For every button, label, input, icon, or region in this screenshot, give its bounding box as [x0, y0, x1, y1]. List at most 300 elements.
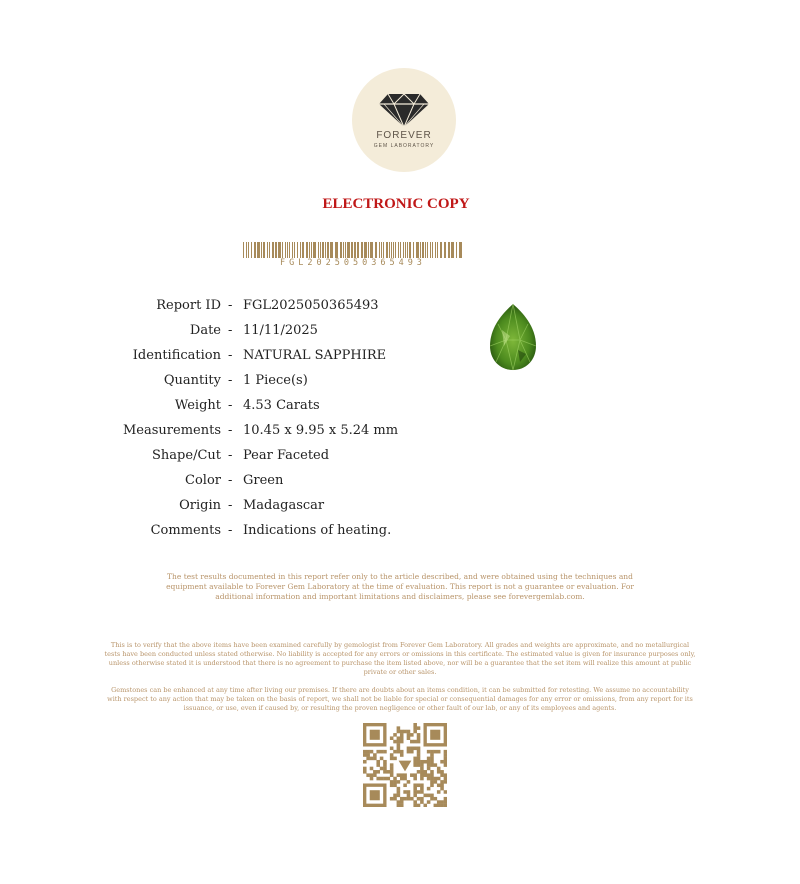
qr-module — [407, 794, 411, 798]
qr-module — [437, 767, 441, 771]
barcode-bar — [311, 242, 312, 258]
qr-module — [410, 750, 414, 754]
detail-value: NATURAL SAPPHIRE — [243, 348, 387, 363]
qr-module — [383, 763, 387, 767]
detail-separator: - — [228, 423, 233, 438]
qr-module — [407, 733, 411, 737]
qr-module — [380, 757, 384, 761]
barcode-bar — [444, 242, 446, 258]
qr-module — [393, 777, 397, 781]
qr-module — [413, 783, 417, 787]
qr-module — [383, 777, 387, 781]
detail-separator: - — [228, 348, 233, 363]
barcode-bar — [375, 242, 377, 258]
qr-module — [437, 804, 441, 807]
detail-value: 4.53 Carats — [243, 398, 320, 413]
qr-module — [413, 763, 417, 767]
barcode-bar — [330, 242, 333, 258]
qr-module — [444, 757, 447, 761]
barcode-bar — [248, 242, 249, 258]
qr-module — [420, 763, 424, 767]
detail-separator: - — [228, 498, 233, 513]
barcode-bar — [320, 242, 321, 258]
qr-module — [417, 736, 421, 740]
qr-module — [434, 777, 438, 781]
qr-module — [400, 730, 404, 734]
qr-module — [383, 767, 387, 771]
sapphire-gem-image — [488, 302, 538, 372]
qr-module — [400, 804, 404, 807]
qr-module — [427, 757, 431, 761]
qr-module — [390, 736, 394, 740]
barcode-bar — [416, 242, 419, 258]
qr-module — [423, 770, 427, 774]
qr-module — [393, 740, 397, 744]
detail-row — [0, 471, 284, 491]
qr-module — [420, 783, 424, 787]
qr-module — [393, 757, 397, 761]
barcode-bar — [420, 242, 421, 258]
qr-finder — [370, 790, 380, 800]
qr-module — [400, 736, 404, 740]
detail-separator: - — [228, 373, 233, 388]
qr-module — [413, 777, 417, 781]
barcode-bar — [409, 242, 411, 258]
barcode-bar — [430, 242, 431, 258]
qr-module — [413, 723, 417, 727]
qr-module — [413, 757, 417, 761]
qr-module — [444, 753, 447, 757]
barcode-bar — [243, 242, 244, 258]
barcode-bar — [254, 242, 256, 258]
qr-module — [370, 757, 374, 761]
barcode-bar — [400, 242, 401, 258]
qr-module — [387, 777, 391, 781]
qr-module — [390, 780, 394, 784]
document-title: ELECTRONIC COPY — [322, 196, 470, 212]
barcode-bar — [335, 242, 338, 258]
barcode-bar — [425, 242, 426, 258]
barcode-bar — [269, 242, 270, 258]
detail-value: 11/11/2025 — [243, 323, 318, 338]
qr-module — [444, 773, 447, 777]
qr-module — [403, 790, 407, 794]
qr-module — [397, 787, 401, 791]
detail-label: Shape/Cut — [152, 448, 221, 463]
qr-module — [400, 800, 404, 804]
detail-label: Identification — [132, 348, 221, 363]
barcode-bar — [368, 242, 369, 258]
detail-separator: - — [228, 523, 233, 538]
qr-module — [417, 733, 421, 737]
barcode-bar — [456, 242, 457, 258]
qr-module — [413, 804, 417, 807]
qr-module — [363, 760, 367, 764]
qr-module — [366, 750, 370, 754]
barcode-bar — [325, 242, 326, 258]
qr-module — [393, 797, 397, 801]
detail-row — [0, 396, 320, 416]
barcode-bar — [289, 242, 290, 258]
barcode-bar — [351, 242, 353, 258]
barcode-bar — [300, 242, 301, 258]
qr-module — [376, 750, 380, 754]
qr-module — [417, 797, 421, 801]
qr-module — [393, 783, 397, 787]
barcode-bar — [287, 242, 288, 258]
qr-module — [444, 800, 447, 804]
qr-module — [407, 747, 411, 751]
qr-module — [407, 750, 411, 754]
qr-module — [397, 794, 401, 798]
qr-module — [444, 763, 447, 767]
barcode-bar — [343, 242, 344, 258]
barcode-text: FGL2025050365493 — [280, 258, 426, 268]
qr-finder — [370, 730, 380, 740]
qr-module — [437, 800, 441, 804]
qr-module — [410, 797, 414, 801]
qr-module — [437, 777, 441, 781]
barcode-bar — [302, 242, 304, 258]
barcode-bar — [347, 242, 350, 258]
qr-module — [413, 773, 417, 777]
barcode-bar — [261, 242, 262, 258]
barcode-bar — [393, 242, 394, 258]
barcode-bar — [391, 242, 392, 258]
qr-module — [420, 777, 424, 781]
qr-module — [376, 770, 380, 774]
qr-module — [444, 797, 447, 801]
barcode-bar — [383, 242, 384, 258]
lab-logo — [352, 68, 456, 172]
barcode-bar — [282, 242, 283, 258]
qr-module — [444, 760, 447, 764]
detail-value: Madagascar — [243, 498, 325, 513]
barcode-bar — [275, 242, 277, 258]
qr-module — [410, 740, 414, 744]
qr-module — [407, 730, 411, 734]
qr-module — [440, 804, 444, 807]
barcode-bar — [263, 242, 265, 258]
qr-module — [430, 757, 434, 761]
barcode-bar — [437, 242, 438, 258]
barcode-bar — [272, 242, 274, 258]
qr-module — [417, 747, 421, 751]
qr-module — [440, 760, 444, 764]
qr-code — [363, 723, 447, 807]
detail-row — [0, 521, 392, 541]
qr-module — [420, 773, 424, 777]
qr-module — [390, 783, 394, 787]
qr-module — [363, 753, 367, 757]
qr-module — [430, 753, 434, 757]
barcode-bar — [432, 242, 433, 258]
detail-row — [0, 496, 325, 516]
qr-module — [427, 777, 431, 781]
qr-module — [387, 770, 391, 774]
barcode-bar — [278, 242, 281, 258]
qr-module — [390, 763, 394, 767]
qr-module — [373, 770, 377, 774]
qr-module — [380, 750, 384, 754]
qr-module — [400, 773, 404, 777]
qr-module — [430, 773, 434, 777]
qr-module — [397, 750, 401, 754]
qr-module — [434, 797, 438, 801]
qr-module — [427, 787, 431, 791]
qr-module — [390, 770, 394, 774]
barcode-bar — [246, 242, 247, 258]
qr-module — [370, 767, 374, 771]
detail-label: Report ID — [156, 298, 221, 313]
qr-module — [407, 736, 411, 740]
barcode-bar — [386, 242, 388, 258]
detail-row — [0, 421, 399, 441]
detail-separator: - — [228, 448, 233, 463]
qr-module — [373, 773, 377, 777]
barcode-bar — [297, 242, 298, 258]
qr-module — [407, 790, 411, 794]
detail-value: 1 Piece(s) — [243, 373, 308, 388]
qr-module — [427, 773, 431, 777]
detail-value: Indications of heating. — [243, 523, 392, 538]
qr-module — [410, 733, 414, 737]
qr-module — [440, 783, 444, 787]
barcode-bar — [361, 242, 363, 258]
qr-module — [444, 790, 447, 794]
qr-module — [363, 767, 367, 771]
qr-module — [397, 747, 401, 751]
barcode-bar — [313, 242, 316, 258]
qr-module — [437, 783, 441, 787]
qr-module — [413, 787, 417, 791]
qr-module — [417, 790, 421, 794]
qr-module — [390, 767, 394, 771]
qr-module — [437, 790, 441, 794]
qr-module — [397, 743, 401, 747]
qr-module — [413, 760, 417, 764]
qr-module — [430, 797, 434, 801]
barcode-bar — [459, 242, 462, 258]
qr-module — [370, 773, 374, 777]
qr-module — [440, 800, 444, 804]
qr-module — [400, 750, 404, 754]
detail-value: 10.45 x 9.95 x 5.24 mm — [243, 423, 399, 438]
qr-module — [417, 783, 421, 787]
barcode-bar — [427, 242, 428, 258]
qr-module — [420, 797, 424, 801]
barcode-bar — [381, 242, 382, 258]
qr-module — [410, 747, 414, 751]
qr-module — [420, 800, 424, 804]
barcode-bar — [257, 242, 260, 258]
detail-label: Measurements — [123, 423, 221, 438]
qr-module — [444, 780, 447, 784]
qr-module — [440, 773, 444, 777]
barcode-bar — [379, 242, 380, 258]
qr-module — [417, 804, 421, 807]
qr-module — [370, 750, 374, 754]
qr-module — [380, 777, 384, 781]
barcode-bar — [354, 242, 356, 258]
logo-brand: FOREVER — [376, 130, 432, 141]
qr-module — [434, 763, 438, 767]
qr-module — [417, 753, 421, 757]
qr-module — [430, 770, 434, 774]
qr-module — [383, 770, 387, 774]
qr-module — [444, 804, 447, 807]
qr-module — [366, 773, 370, 777]
qr-module — [440, 780, 444, 784]
detail-label: Comments — [150, 523, 221, 538]
barcode-bar — [440, 242, 442, 258]
qr-module — [363, 770, 367, 774]
qr-module — [373, 753, 377, 757]
qr-module — [420, 760, 424, 764]
qr-module — [420, 767, 424, 771]
detail-label: Weight — [174, 398, 221, 413]
detail-label: Color — [185, 473, 221, 488]
qr-module — [403, 773, 407, 777]
detail-row — [0, 321, 318, 341]
detail-separator: - — [228, 298, 233, 313]
detail-value: Pear Faceted — [243, 448, 330, 463]
qr-module — [427, 750, 431, 754]
qr-module — [417, 757, 421, 761]
detail-row — [0, 446, 330, 466]
enhancement-disclaimer: Gemstones can be enhanced at any time after living our premises. If there are doubts about an items condition, it can be submitted for retesting. We assume no accountability with respect to any action that may be taken on the basis of report, we shall not be liable for special or consequential damages for any error or omissions, from any report for its issuance, or use, even if caused by, or resulting the proven negligence or other fault of our lab, or any of its employees and agents. — [107, 686, 693, 712]
qr-module — [440, 787, 444, 791]
barcode — [243, 242, 463, 258]
qr-module — [397, 800, 401, 804]
qr-module — [420, 790, 424, 794]
detail-separator: - — [228, 473, 233, 488]
detail-row — [0, 371, 308, 391]
qr-module — [397, 736, 401, 740]
barcode-bar — [318, 242, 319, 258]
barcode-bar — [448, 242, 450, 258]
qr-module — [393, 733, 397, 737]
qr-module — [413, 730, 417, 734]
qr-module — [434, 780, 438, 784]
qr-module — [407, 780, 411, 784]
qr-module — [370, 777, 374, 781]
qr-module — [397, 726, 401, 730]
qr-module — [390, 753, 394, 757]
qr-module — [413, 794, 417, 798]
qr-module — [380, 767, 384, 771]
qr-module — [427, 794, 431, 798]
qr-module — [363, 750, 367, 754]
qr-module — [383, 750, 387, 754]
qr-module — [417, 763, 421, 767]
barcode-bar — [370, 242, 373, 258]
qr-module — [427, 760, 431, 764]
logo-subtitle: GEM LABORATORY — [373, 143, 435, 149]
barcode-bar — [422, 242, 424, 258]
qr-module — [423, 773, 427, 777]
qr-module — [427, 767, 431, 771]
qr-module — [444, 750, 447, 754]
qr-module — [430, 760, 434, 764]
barcode-bar — [395, 242, 396, 258]
qr-module — [400, 797, 404, 801]
qr-module — [444, 777, 447, 781]
detail-label: Quantity — [163, 373, 221, 388]
detail-value: FGL2025050365493 — [243, 298, 379, 313]
detail-label: Origin — [179, 498, 221, 513]
barcode-bar — [389, 242, 390, 258]
qr-module — [390, 747, 394, 751]
qr-module — [417, 726, 421, 730]
qr-module — [427, 763, 431, 767]
barcode-bar — [435, 242, 436, 258]
qr-module — [413, 800, 417, 804]
qr-module — [413, 726, 417, 730]
barcode-bar — [413, 242, 414, 258]
qr-module — [420, 770, 424, 774]
qr-module — [437, 750, 441, 754]
barcode-bar — [285, 242, 286, 258]
diamond-icon — [378, 92, 430, 128]
qr-module — [376, 763, 380, 767]
qr-module — [397, 740, 401, 744]
qr-module — [420, 787, 424, 791]
qr-module — [430, 783, 434, 787]
barcode-bar — [251, 242, 252, 258]
qr-module — [440, 770, 444, 774]
qr-module — [366, 753, 370, 757]
qr-module — [434, 750, 438, 754]
qr-module — [413, 790, 417, 794]
qr-module — [376, 760, 380, 764]
qr-module — [403, 777, 407, 781]
qr-module — [397, 773, 401, 777]
barcode-bar — [292, 242, 293, 258]
verification-disclaimer: This is to verify that the above items have been examined carefully by gemologist from Forever Gem Laboratory. All grades and weights are approximate, and no metallurgical tests have been conducted unless stated otherwise. No liability is accepted for any errors or omissions in this certificate. The estimated value is given for insurance purposes only, unless otherwise stated it is understood that there is no agreement to purchase the item listed above, nor will be a guarantee that the set item will realize this amount at public private or other sales. — [104, 641, 696, 676]
barcode-bar — [306, 242, 308, 258]
qr-module — [417, 760, 421, 764]
qr-module — [400, 777, 404, 781]
qr-module — [400, 740, 404, 744]
qr-module — [417, 750, 421, 754]
qr-module — [423, 794, 427, 798]
barcode-bar — [364, 242, 367, 258]
qr-module — [430, 794, 434, 798]
qr-module — [423, 804, 427, 807]
barcode-bar — [294, 242, 295, 258]
qr-module — [383, 760, 387, 764]
qr-module — [430, 763, 434, 767]
barcode-bar — [267, 242, 268, 258]
qr-module — [390, 773, 394, 777]
qr-module — [397, 780, 401, 784]
qr-module — [397, 804, 401, 807]
qr-module — [393, 780, 397, 784]
qr-module — [430, 777, 434, 781]
qr-module — [403, 730, 407, 734]
qr-module — [407, 797, 411, 801]
detail-separator: - — [228, 323, 233, 338]
qr-finder — [430, 730, 440, 740]
qr-module — [393, 750, 397, 754]
detail-value: Green — [243, 473, 284, 488]
detail-separator: - — [228, 398, 233, 413]
qr-center-logo-icon — [399, 761, 412, 772]
barcode-bar — [405, 242, 406, 258]
qr-module — [400, 753, 404, 757]
qr-module — [400, 733, 404, 737]
